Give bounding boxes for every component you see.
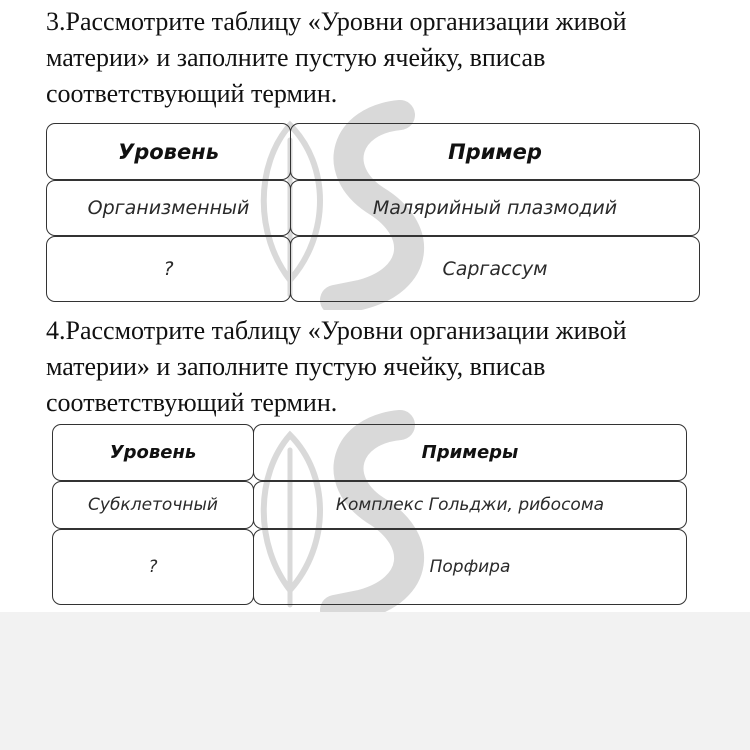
table-header-example: Пример [290,123,700,180]
table-cell-level: Субклеточный [52,481,254,529]
task-4-text: 4.Рассмотрите таблицу «Уровни организации живой материи» и заполните пустую ячейку, вписав соответствующий термин. [46,316,627,417]
table-cell-level-blank: ? [46,236,291,302]
table-cell-example: Малярийный плазмодий [290,180,700,236]
table-cell-examples: Порфира [253,529,687,605]
table-header-level: Уровень [52,424,254,481]
table-header-level: Уровень [46,123,291,180]
table-cell-examples: Комплекс Гольджи, рибосома [253,481,687,529]
table-cell-level: Организменный [46,180,291,236]
table-cell-level-blank: ? [52,529,254,605]
task-3-text: 3.Рассмотрите таблицу «Уровни организации живой материи» и заполните пустую ячейку, вписав соответствующий термин. [46,7,627,108]
table-cell-example: Саргассум [290,236,700,302]
table-header-examples: Примеры [253,424,687,481]
